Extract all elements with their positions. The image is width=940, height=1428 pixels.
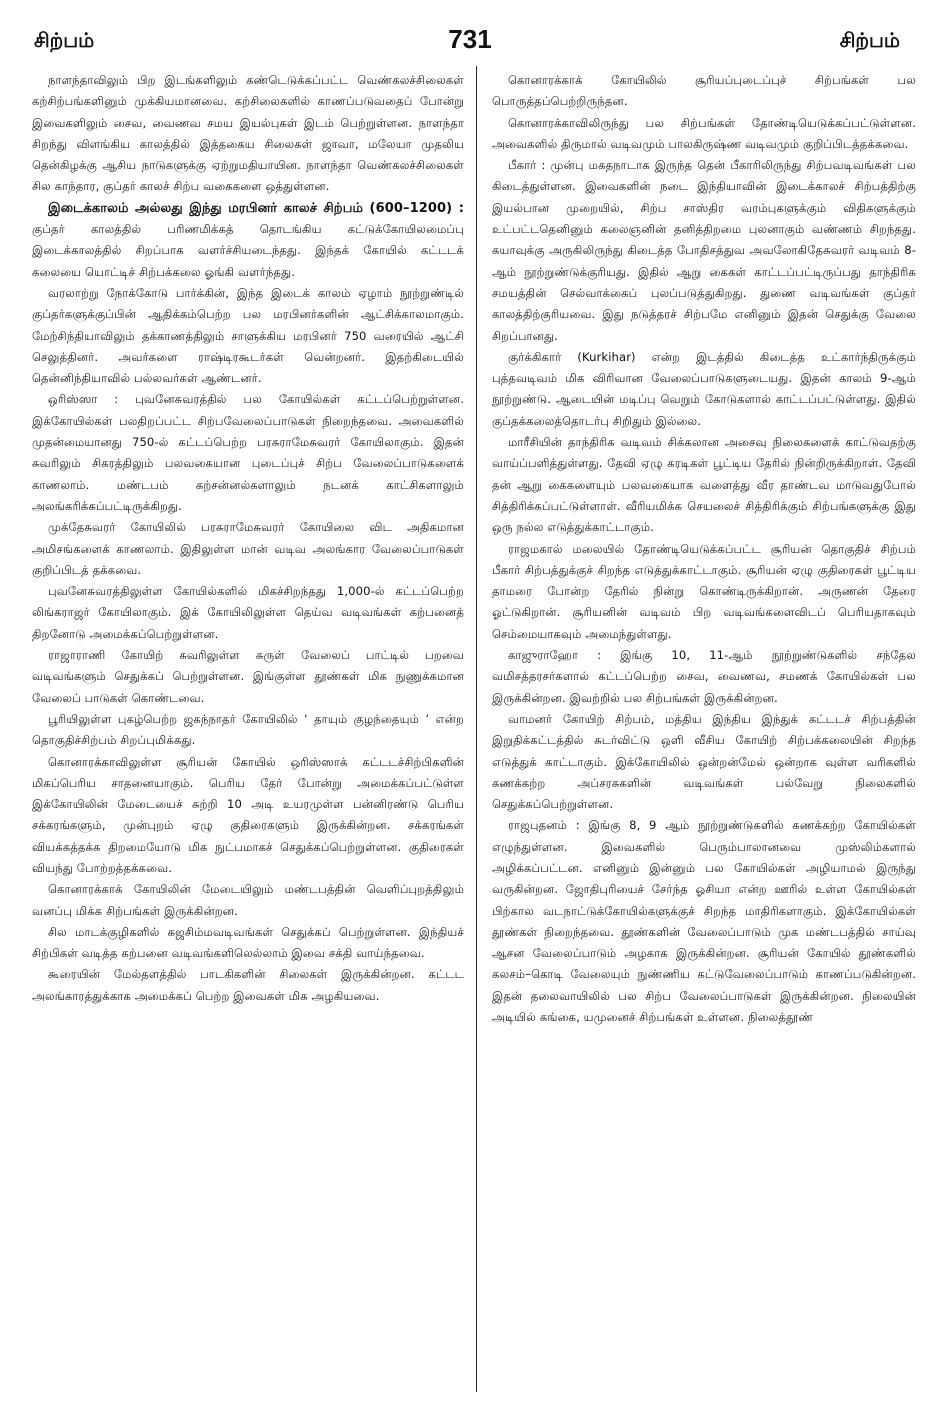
paragraph: கூரையின் மேல்தளத்தில் பாடகிகளின் சிலைகள் இருக்கின்றன. கட்டட அலங்காரத்துக்காக அமைக்கப் பெற்ற இவைகள் மிக அழகியவை.	[32, 967, 464, 1003]
paragraph: நாளந்தாவிலும் பிற இடங்களிலும் கண்டெடுக்கப்பட்ட வெண்கலச்சிலைகள் கற்சிற்பங்களினும் முக்கியமானவை. கற்சிலைகளில் காணப்படுவதைப் போன்று இவைகளிலும் சைவ, வைணவ சமய இயல்புகள் இடம் பெற்றுள்ளன. நாளந்தா சிறந்து விளங்கிய காலத்தில் இத்தகைய சிலைகள் ஜாவா, மலேயா முதலிய தென்கிழக்கு ஆசிய நாடுகளுக்கு ஏற்றுமதியாயின. நாளந்தா வெண்கலச்சிலைகள் சில காந்தார, குப்தர் காலச் சிற்ப வகைகளை ஒத்துள்ளன.	[32, 73, 464, 194]
paragraph: பீகார் : முன்பு மகதநாடாக இருந்த தென் பீகாரிலிருந்து சிற்பவடிவங்கள் பல கிடைத்துள்ளன. இவைகளின் நடை இந்தியாவின் இடைக்காலச் சிற்பத்திற்கு இயல்பான முறையில், சிற்ப சாஸ்திர வரம்புகளுக்கும் விதிகளுக்கும் உட்பட்டதெனினும் கலைஞனின் தனித்திறமை புலனாகும் வண்ணம் சிறந்தது. கயாவுக்கு அருகிலிருந்து கிடைத்த போதிசத்துவ அவலோகிதேசுவரர் வடிவம் 8-ஆம் நூற்றுண்டுக்குரியது. இதில் ஆறு கைகள் காட்டப்பட்டிருப்பது தாந்திரிக சமயத்தின் செல்வாக்கைப் புலப்படுத்துகிறது. துணை வடிவங்கள் குப்தர் காலத்திற்குரியவை. இது நடுத்தரச் சிற்பமே எனினும் இதன் செதுக்கு வேலை சிறப்பானது.	[492, 158, 916, 343]
paragraph: புவனேசுவரத்திலுள்ள கோயில்களில் மிகச்சிறந்தது 1,000-ல் கட்டப்பெற்ற லிங்கராஜர் கோயிலாகும். இக் கோயிலிலுள்ள தெய்வ வடிவங்கள் கற்பனைத் திறனோடு அமைக்கப்பெற்றுள்ளன.	[32, 584, 464, 641]
paragraph: வாமனர் கோயிற் சிற்பம், மத்திய இந்திய இந்துக் கட்டடச் சிற்பத்தின் இறுதிக்கட்டத்தில் சுடர்விட்டு ஒளி வீசிய கோயிற் சிற்பக்கலையின் சிறந்த எடுத்துக் காட்டாகும். இக்கோயிலில் ஒன்றன்மேல் ஒன்றாக வுள்ள வரிகளில் கணக்கற்ற அப்சரசுகளின் வடிவங்கள் பல்வேறு நிலைகளில் செதுக்கப்பெற்றுள்ளன.	[492, 711, 916, 812]
left-column	[32, 70, 464, 1400]
paragraph: ஒரிஸ்ஸா : புவனேசுவரத்தில் பல கோயில்கள் கட்டப்பெற்றுள்ளன. இக்கோயில்கள் பலதிறப்பட்ட சிற்பவேலைப்பாடுகள் நிறைந்தவை. அவைகளில் முதன்மையானது 750-ல் கட்டப்பெற்ற பரசுராமேசுவரர் கோயிலாகும். இதன் சுவரிலும் சிகரத்திலும் பலவகையான புடைப்புச் சிற்ப வேலைப்பாடுகளைக் காணலாம். மண்டபம் கற்சன்னல்களாலும் நடனக் காட்சிகளாலும் அலங்கரிக்கப்பட்டிருக்கிறது.	[32, 392, 464, 513]
page-number: 731	[448, 24, 492, 54]
paragraph: கொனாரக்காவிலிருந்து பல சிற்பங்கள் தோண்டியெடுக்கப்பட்டுள்ளன. அவைகளில் திருமால் வடிவமும் பாலகிருஷ்ண வடிவமும் குறிப்பிடத்தக்கவை.	[492, 115, 916, 151]
column-divider	[476, 66, 477, 1392]
section-heading-paragraph	[32, 198, 464, 283]
running-head-left: சிற்பம்	[34, 28, 95, 52]
paragraph: சில மாடக்குழிகளில் கஜசிம்மவடிவங்கள் செதுக்கப் பெற்றுள்ளன. இந்தியச் சிற்பிகள் வடித்த கற்பனை வடிவங்களிலெல்லாம் இவை சக்தி வாய்ந்தவை.	[32, 924, 464, 961]
paragraph: முக்தேசுவரர் கோயிலில் பரசுராமேசுவரர் கோயிலை விட அதிகமான அமிசங்களைக் காணலாம். இதிலுள்ள மான் வடிவ அலங்கார வேலைப்பாடுகள் குறிப்பிடத் தக்கவை.	[32, 520, 464, 577]
paragraph: கொனாரக்காக் கோயிலின் மேடையிலும் மண்டபத்தின் வெளிப்புறத்திலும் வனப்பு மிக்க சிற்பங்கள் இருக்கின்றன.	[32, 882, 464, 918]
running-head-right: சிற்பம்	[839, 28, 900, 52]
right-column	[492, 70, 916, 1400]
paragraph: குர்க்கிகார் (Kurkihar) என்ற இடத்தில் கிடைத்த உட்கார்ந்திருக்கும் புத்தவடிவம் மிக விரிவான வேலைப்பாடுகளுடையது. இதன் காலம் 9-ஆம் நூற்றுண்டு. ஆடையின் மடிப்பு வெறும் கோடுகளால் காட்டப்பட்டுள்ளது. இதில் குப்தக்கலைத்தொடர்பு சிறிதும் இல்லை.	[492, 349, 916, 428]
paragraph: பூரியிலுள்ள புகழ்பெற்ற ஜகந்நாதர் கோயிலில் ‘ தாயும் குழந்தையும் ’ என்ற தொகுதிச்சிற்பம் சிறப்புமிக்கது.	[32, 711, 464, 748]
paragraph: ராஜபுதனம் : இங்கு 8, 9 ஆம் நூற்றுண்டுகளில் கணக்கற்ற கோயில்கள் எழுந்துள்ளன. இவைகளில் பெரும்பாலானவை முஸ்லிம்களால் அழிக்கப்பட்டன. எனினும் இன்னும் பல கோயில்கள் அழியாமல் இருந்து வருகின்றன. ஜோதிபுரியைச் சேர்ந்த ஓசியா என்ற ஊரில் உள்ள கோயில்கள் பிற்கால வடநாட்டுக்கோயில்களுக்குச் சிறந்த மாதிரிகளாகும். இக்கோயில்கள் தூண்கள் நிறைந்தவை. தூண்களின் வேலைப்பாடும் முக மண்டபத்தில் சாய்வு ஆசன வேலைப்பாடும் அழகாக இருக்கின்றன. சூரியன் கோயில் தூண்களில் கலசம்–கொடி வேலையும் நுண்ணிய கட்டுவேலைப்பாடும் காணப்படுகின்றன. இதன் தலைவாயிலில் பல சிற்ப வேலைப்பாடுகள் இருக்கின்றன. நிலையின் அடியில் கங்கை, யமுனைச் சிற்பங்கள் உள்ளன. நிலைத்தூண்	[492, 818, 916, 1025]
paragraph: ராஜமகால் மலையில் தோண்டியெடுக்கப்பட்ட சூரியன் தொகுதிச் சிற்பம் பீகார் சிற்பத்துக்குச் சிறந்த எடுத்துக்காட்டாகும். சூரியன் ஏழு குதிரைகள் பூட்டிய தாமரை போன்ற தேரில் நின்று கொண்டிருக்கிறான். அருணன் தேரை ஓட்டுகிறான். சூரியனின் வடிவம் பிற வடிவங்களைவிடப் பெரியதாகவும் செம்மையாகவும் அமைந்துள்ளது.	[492, 541, 916, 641]
paragraph: மாரீசியின் தாந்திரிக வடிவம் சிக்கலான அசைவு நிலைகளைக் காட்டுவதற்கு வாய்ப்பளித்துள்ளது. தேவி ஏழு கரடிகள் பூட்டிய தேரில் நின்றிருக்கிறாள். தேவி தன் ஆறு கைகளையும் பலவகையாக வளைத்து வீர தாண்டவ மாடுவதுபோல் சித்திரிக்கப்பட்டுள்ளாள். வீரியமிக்க செயலைச் சித்திரிக்கும் சிற்பங்களுக்கு இது ஒரு நல்ல எடுத்துக்காட்டாகும்.	[492, 435, 916, 535]
paragraph: வரலாற்று நோக்கோடு பார்க்கின், இந்த இடைக் காலம் ஏழாம் நூற்றுண்டில் குப்தர்களுக்குப்பின் ஆதிக்கம்பெற்ற பல மரபினர்களின் ஆட்சிக்காலமாகும். மேற்சிந்தியாவிலும் தக்காணத்திலும் சாளுக்கிய மரபினர் 750 வரையில் ஆட்சி செலுத்தினர். அவர்களை ராஷ்டிரகூடர்கள் வென்றனர். இதற்கிடையில் தென்னிந்தியாவில் பல்லவர்கள் ஆண்டனர்.	[32, 285, 464, 386]
paragraph: காஜுராஹோ : இங்கு 10, 11-ஆம் நூற்றுண்டுகளில் சந்தேல வமிசத்தரசர்களால் கட்டப்பெற்ற சைவ, வைணவ, சமணக் கோயில்கள் பல இருக்கின்றன. இவற்றில் பல சிற்பங்கள் இருக்கின்றன.	[492, 648, 916, 705]
section-heading: இடைக்காலம் அல்லது இந்து மரபினர் காலச் சிற்பம் (600–1200) :	[48, 200, 464, 216]
paragraph: ராஜாராணி கோயிற் சுவரிலுள்ள சுருள் வேலைப் பாட்டில் பறவை வடிவங்களும் செதுக்கப் பெற்றுள்ளன. இங்குள்ள தூண்கள் மிக நுணுக்கமான வேலைப் பாடுகள் கொண்டவை.	[32, 648, 464, 705]
page-header	[0, 0, 940, 60]
paragraph-text: குப்தர் காலத்தில் பரிணமிக்கத் தொடங்கிய கட்டுக்கோயிலமைப்பு இடைக்காலத்தில் சிறப்பாக வளர்ச்சியடைந்தது. இந்தக் கோயில் கட்டடக் கலையை யொட்டிச் சிற்பக்கலை ஓங்கி வளர்ந்தது.	[32, 222, 464, 279]
paragraph: கொனாரக்காவிலுள்ள சூரியன் கோயில் ஒரிஸ்ஸாக் கட்டடச்சிற்பிகளின் மிகப்பெரிய சாதனையாகும். பெரிய தேர் போன்று அமைக்கப்பட்டுள்ள இக்கோயிலின் மேடையைச் சுற்றி 10 அடி உயரமுள்ள பன்னிரண்டு பெரிய சக்கரங்களும், முன்புறம் ஏழு குதிரைகளும் இருக்கின்றன. சக்கரங்கள் வியக்கத்தக்க திறமையோடு மிக நுட்பமாகச் செதுக்கப்பெற்றுள்ளன. குதிரைகள் வியந்து போற்றத்தக்கவை.	[32, 754, 464, 875]
paragraph: கொனாரக்காக் கோயிலில் சூரியப்புடைப்புச் சிற்பங்கள் பல பொருத்தப்பெற்றிருந்தன.	[492, 73, 916, 109]
